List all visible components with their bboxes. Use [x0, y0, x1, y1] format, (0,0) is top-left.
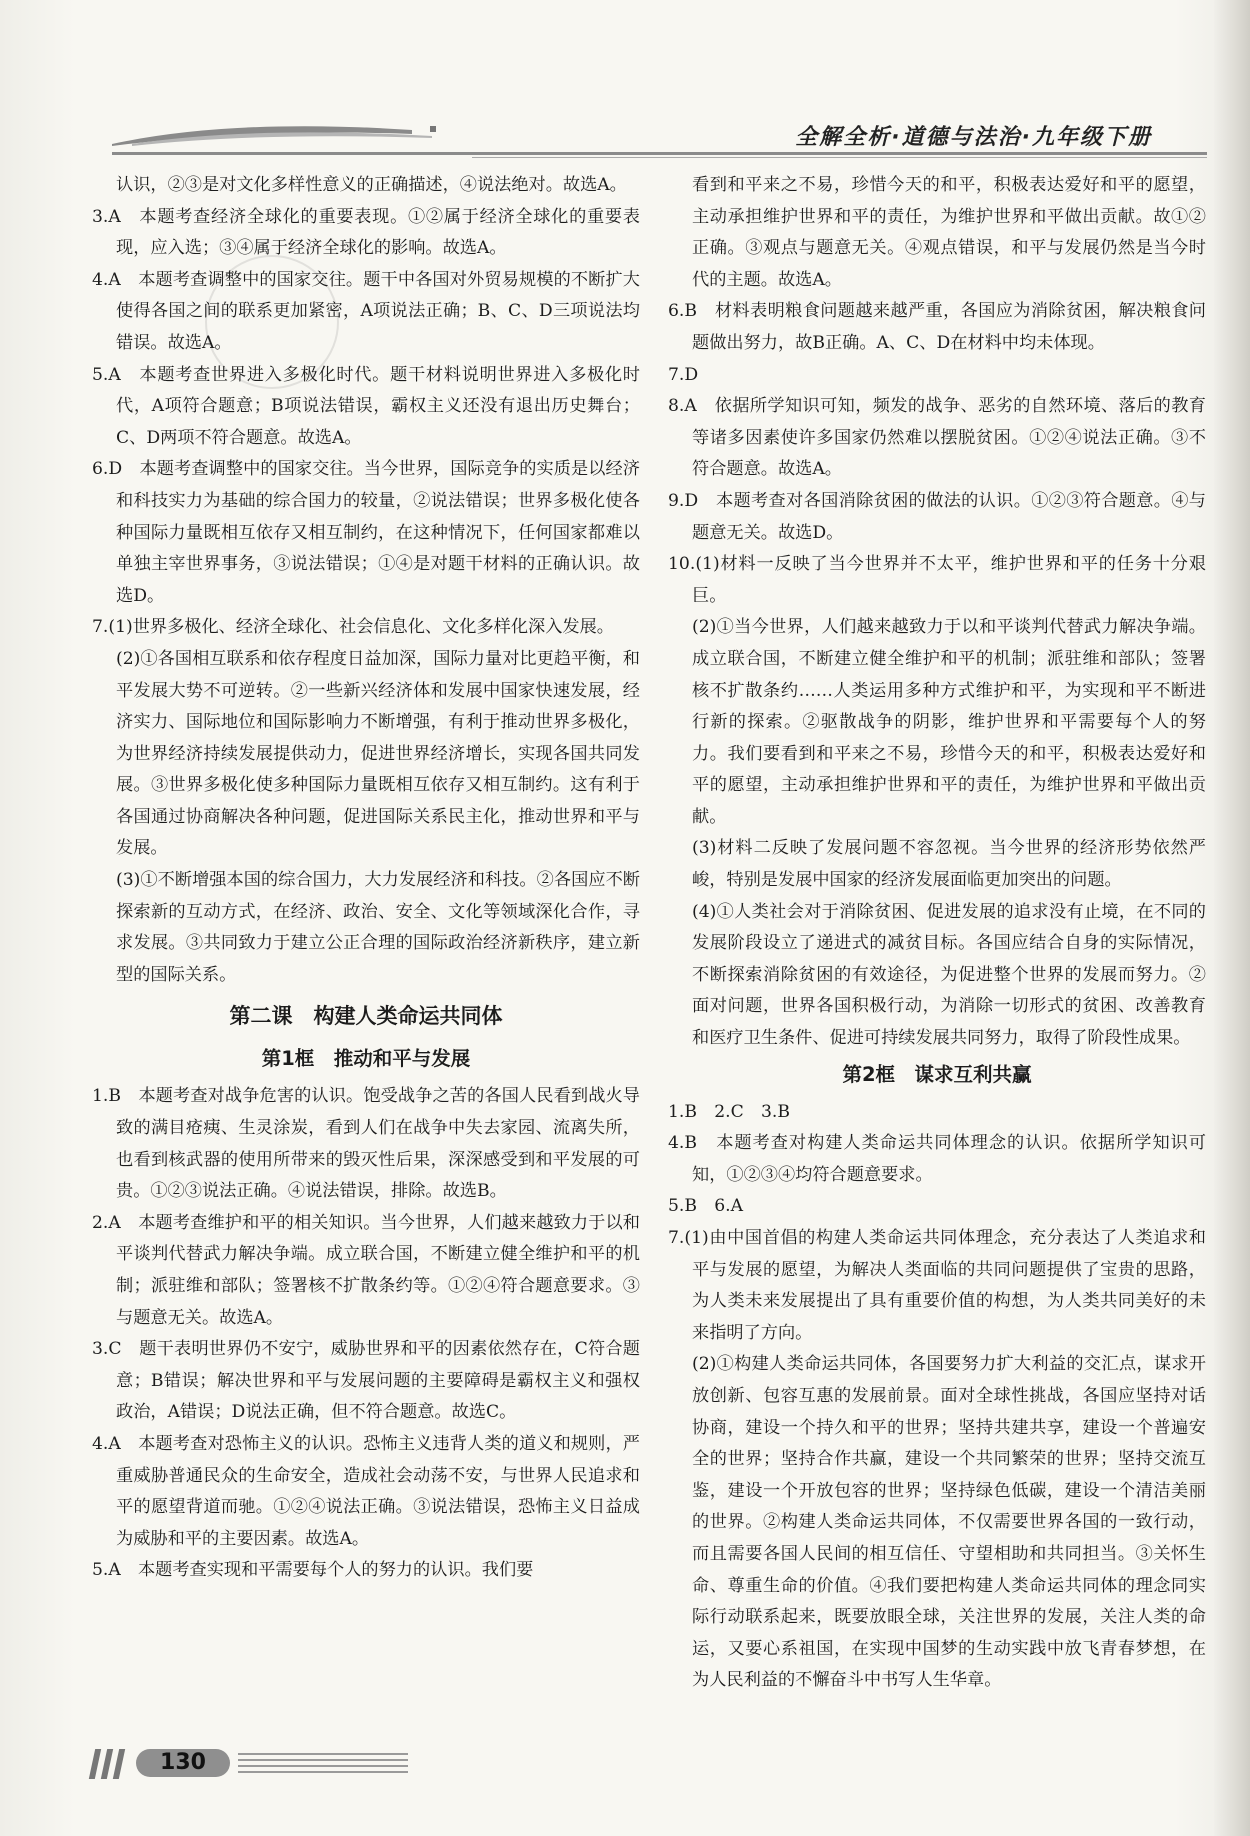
- answer-continuation: 看到和平来之不易，珍惜今天的和平，积极表达爱好和平的愿望，主动承担维护世界和平的责任，为维护世界和平做出贡献。故①②正确。③观点与题意无关。④观点错误，和平与发展仍然是当今时代的主题。故选A。: [692, 175, 1206, 290]
- answer-subitem: (4)①人类社会对于消除贫困、促进发展的追求没有止境，在不同的发展阶段设立了递进式的减贫目标。各国应结合自身的实际情况，不断探索消除贫困的有效途径，为促进整个世界的发展而努力。②面对问题，世界各国积极行动，为消除一切形式的贫困、改善教育和医疗卫生条件、促进可持续发展共同努力，取得了阶段性成果。: [692, 901, 1206, 1049]
- answer-item: 3.A 本题考查经济全球化的重要表现。①②属于经济全球化的重要表现，应入选；③④属于经济全球化的影响。故选A。: [92, 206, 640, 259]
- answer-item: 4.B 本题考查对构建人类命运共同体理念的认识。依据所学知识可知，①②③④均符合题意要求。: [668, 1133, 1206, 1185]
- answer-subitem: (2)①各国相互联系和依存程度日益加深，国际力量对比更趋平衡，和平发展大势不可逆转。②一些新兴经济体和发展中国家快速发展，经济实力、国际地位和国际影响力不断增强，有利于推动世界多极化，为世界经济持续发展提供动力，促进世界经济增长，实现各国共同发展。③世界多极化使多种国际力量既相互依存又相互制约。这有利于各国通过协商解决各种问题，促进国际关系民主化，推动世界和平与发展。: [116, 648, 640, 859]
- page-edge-shadow: [1214, 0, 1250, 1836]
- footer-lines-decoration: [238, 1753, 408, 1775]
- answer-item: 1.B 2.C 3.B: [668, 1101, 790, 1122]
- answer-item: 7.(1)世界多极化、经济全球化、社会信息化、文化多样化深入发展。: [92, 617, 614, 638]
- page-footer: [88, 1745, 418, 1785]
- answer-item: 1.B 本题考查对战争危害的认识。饱受战争之苦的各国人民看到战火导致的满目疮痍、生灵涂炭，看到人们在战争中失去家园、流离失所，也看到核武器的使用所带来的毁灭性后果，深深感受到和平发展的可贵。①②③说法正确。④说法错误，排除。故选B。: [92, 1086, 640, 1202]
- header-rule: [112, 152, 1207, 155]
- answer-item: 3.C 题干表明世界仍不安宁，威胁世界和平的因素依然存在，C符合题意；B错误；解决世界和平与发展问题的主要障碍是霸权主义和强权政治，A错误；D说法正确，但不符合题意。故选C。: [92, 1339, 640, 1423]
- answer-item: 7.D: [668, 364, 699, 385]
- running-header: [112, 110, 1207, 160]
- answer-item: 4.A 本题考查对恐怖主义的认识。恐怖主义违背人类的道义和规则，严重威胁普通民众的生命安全，造成社会动荡不安，与世界人民追求和平的愿望背道而驰。①②④说法正确。③说法错误，恐怖主义日益成为威胁和平的主要因素。故选A。: [92, 1433, 640, 1549]
- answer-item: 5.A 本题考查实现和平需要每个人的努力的认识。我们要: [92, 1560, 534, 1581]
- header-swoosh-decoration: [112, 124, 442, 146]
- section-title: 第2框 谋求互利共赢: [842, 1062, 1032, 1086]
- answer-item: 4.A 本题考查调整中的国家交往。题干中各国对外贸易规模的不断扩大使得各国之间的联系更加紧密，A项说法正确；B、C、D三项说法均错误。故选A。: [92, 269, 640, 353]
- left-column: [92, 170, 640, 1587]
- answer-subitem: (3)材料二反映了发展问题不容忽视。当今世界的经济形势依然严峻，特别是发展中国家的经济发展面临更加突出的问题。: [692, 838, 1206, 891]
- answer-item: 5.A 本题考查世界进入多极化时代。题干材料说明世界进入多极化时代，A项符合题意；B项说法错误，霸权主义还没有退出历史舞台；C、D两项不符合题意。故选A。: [92, 364, 640, 448]
- answer-subitem: (3)①不断增强本国的综合国力，大力发展经济和科技。②各国应不断探索新的互动方式，在经济、政治、安全、文化等领域深化合作，寻求发展。③共同致力于建立公正合理的国际政治经济新秩序，建立新型的国际关系。: [116, 870, 640, 985]
- header-title: 全解全析·道德与法治·九年级下册: [795, 125, 1152, 150]
- answer-item: 6.D 本题考查调整中的国家交往。当今世界，国际竞争的实质是以经济和科技实力为基础的综合国力的较量，②说法错误；世界多极化使各种国际力量既相互依存又相互制约，在这种情况下，任何国家都难以单独主宰世界事务，③说法错误；①④是对题干材料的正确认识。故选D。: [92, 459, 640, 606]
- footer-bars-decoration: [88, 1749, 122, 1779]
- answer-subitem: (2)①当今世界，人们越来越致力于以和平谈判代替武力解决争端。成立联合国，不断建立健全维护和平的机制；派驻维和部队；签署核不扩散条约……人类运用多种方式维护和平，为实现和平不断进行新的探索。②驱散战争的阴影，维护世界和平需要每个人的努力。我们要看到和平来之不易，珍惜今天的和平，积极表达爱好和平的愿望，主动承担维护世界和平的责任，为维护世界和平做出贡献。: [692, 617, 1206, 827]
- answer-item: 7.(1)由中国首倡的构建人类命运共同体理念，充分表达了人类追求和平与发展的愿望，为解决人类面临的共同问题提供了宝贵的思路，为人类未来发展提出了具有重要价值的构想，为人类共同美好的未来指明了方向。: [668, 1228, 1206, 1343]
- header-rule-thin: [472, 157, 1207, 158]
- answer-subitem: (2)①构建人类命运共同体，各国要努力扩大利益的交汇点，谋求开放创新、包容互惠的发展前景。面对全球性挑战，各国应坚持对话协商，建设一个持久和平的世界；坚持共建共享，建设一个普遍安全的世界；坚持合作共赢，建设一个共同繁荣的世界；坚持交流互鉴，建设一个开放包容的世界；坚持绿色低碳，建设一个清洁美丽的世界。②构建人类命运共同体，不仅需要世界各国的一致行动，而且需要各国人民间的相互信任、守望相助和共同担当。③关怀生命、尊重生命的价值。④我们要把构建人类命运共同体的理念同实际行动联系起来，既要放眼全球，关注世界的发展，关注人类的命运，又要心系祖国，在实现中国梦的生动实践中放飞青春梦想，在为人民利益的不懈奋斗中书写人生华章。: [692, 1354, 1206, 1691]
- answer-item: 6.B 材料表明粮食问题越来越严重，各国应为消除贫困，解决粮食问题做出努力，故B正确。A、C、D在材料中均未体现。: [668, 301, 1206, 353]
- right-column: [668, 170, 1206, 1697]
- page-number: 130: [136, 1749, 230, 1777]
- answer-item: 9.D 本题考查对各国消除贫困的做法的认识。①②③符合题意。④与题意无关。故选D。: [668, 490, 1206, 543]
- section-title: 第1框 推动和平与发展: [261, 1047, 471, 1071]
- answer-item: 10.(1)材料一反映了当今世界并不太平，维护世界和平的任务十分艰巨。: [668, 554, 1206, 606]
- lesson-title: 第二课 构建人类命运共同体: [229, 1004, 503, 1029]
- answer-item: 2.A 本题考查维护和平的相关知识。当今世界，人们越来越致力于以和平谈判代替武力解决争端。成立联合国，不断建立健全维护和平的机制；派驻维和部队；签署核不扩散条约等。①②④符合题意要求。③与题意无关。故选A。: [92, 1212, 640, 1328]
- answer-item: 8.A 依据所学知识可知，频发的战争、恶劣的自然环境、落后的教育等诸多因素使许多国家仍然难以摆脱贫困。①②④说法正确。③不符合题意。故选A。: [668, 396, 1206, 480]
- answer-item: 5.B 6.A: [668, 1196, 744, 1217]
- answer-continuation: 认识，②③是对文化多样性意义的正确描述，④说法绝对。故选A。: [116, 175, 627, 195]
